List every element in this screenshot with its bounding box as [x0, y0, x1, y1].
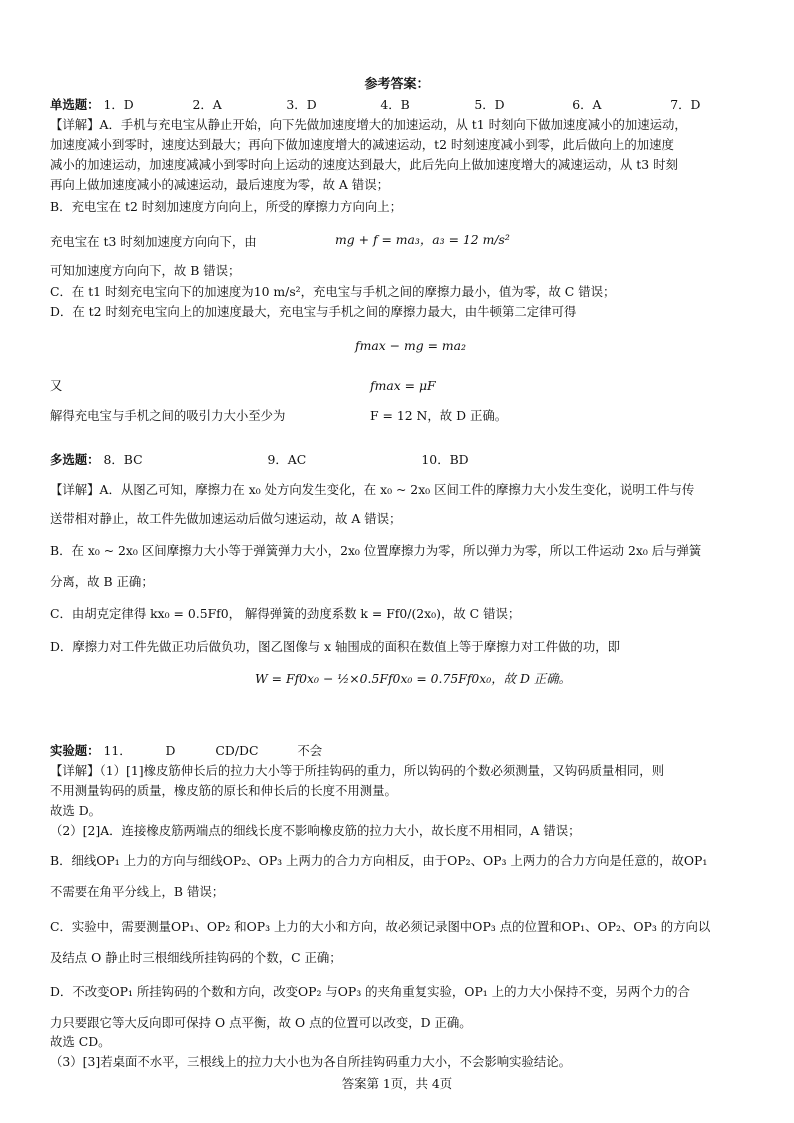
- t3-formula: mg + f = ma₃，a₃ = 12 m/s²: [335, 232, 510, 247]
- multi-label: 多选题：: [50, 452, 100, 467]
- answer-item: D: [165, 743, 176, 758]
- fmax-equation: fmax = μF: [370, 378, 436, 393]
- answer-item: 1．D: [103, 97, 134, 112]
- exp-answer-row: [50, 742, 322, 759]
- solve-result: F = 12 N，故 D 正确。: [370, 408, 508, 423]
- solve-lead: 解得充电宝与手机之间的吸引力大小至少为: [50, 408, 286, 423]
- answer-item: 不会: [297, 743, 323, 758]
- exp-line: D．不改变OP₁ 所挂钩码的个数和方向，改变OP₂ 与OP₃ 的夹角重复实验，OP₁ 上的力大小保持不变，另两个力的合: [50, 984, 690, 999]
- single-answer-row: [50, 96, 700, 113]
- detail-line: 【详解】A．手机与充电宝从静止开始，向下先做加速度增大的加速运动，从 t1 时刻向下做加速度减小的加速运动，: [50, 117, 687, 132]
- exp-line: （3）[3]若桌面不水平，三根线上的拉力大小也为各自所挂钩码重力大小，不会影响实验结论。: [50, 1054, 572, 1069]
- answer-item: 6．A: [572, 97, 602, 112]
- answer-item: 5．D: [474, 97, 505, 112]
- t3-lead: 充电宝在 t3 时刻加速度方向向下，由: [50, 234, 257, 249]
- answer-item: 3．D: [286, 97, 317, 112]
- exp-label: 实验题：: [50, 743, 100, 758]
- answer-item: 10．BD: [421, 452, 469, 467]
- multi-line: C．由胡克定律得 kx₀ = 0.5Ff0， 解得弹簧的劲度系数 k = Ff0/(2x₀)，故 C 错误；: [50, 606, 521, 621]
- exp-line: 及结点 O 静止时三根细线所挂钩码的个数，C 正确；: [50, 950, 342, 965]
- exp-line: 故选 CD。: [50, 1034, 111, 1049]
- exp-number: 11．: [103, 743, 132, 758]
- exp-line: B．细线OP₁ 上力的方向与细线OP₂、OP₃ 上两力的合力方向相反，由于OP₂、OP₃ 上两力的合力方向是任意的，故OP₁: [50, 853, 708, 868]
- single-label: 单选题：: [50, 97, 100, 112]
- exp-line: （2）[2]A．连接橡皮筋两端点的细线长度不影响橡皮筋的拉力大小，故长度不用相同，A 错误；: [50, 823, 581, 838]
- detail-line: B．充电宝在 t2 时刻加速度方向向上，所受的摩擦力方向向上；: [50, 199, 403, 214]
- exp-line: C．实验中，需要测量OP₁、OP₂ 和OP₃ 上力的大小和方向，故必须记录图中OP₃ 点的位置和OP₁、OP₂、OP₃ 的方向以: [50, 919, 711, 934]
- exp-line: 【详解】（1）[1]橡皮筋伸长后的拉力大小等于所挂钩码的重力，所以钩码的个数必须测量，又钩码质量相同，则: [50, 763, 664, 778]
- page-footer: 答案第 1页，共 4页: [341, 1076, 453, 1091]
- exp-line: 力只要跟它等大反向即可保持 O 点平衡，故 O 点的位置可以改变，D 正确。: [50, 1015, 472, 1030]
- exp-line: 不用测量钩码的质量，橡皮筋的原长和伸长后的长度不用测量。: [50, 783, 397, 798]
- multi-line: 分离，故 B 正确；: [50, 574, 154, 589]
- exp-line: 故选 D。: [50, 803, 102, 818]
- answer-item: 2．A: [192, 97, 222, 112]
- detail-line: 再向上做加速度减小的减速运动，最后速度为零，故 A 错误；: [50, 177, 389, 192]
- answer-item: 7．D: [670, 97, 701, 112]
- answer-item: 9．AC: [267, 452, 307, 467]
- multi-line: D．摩擦力对工件先做正功后做负功，图乙图像与 x 轴围成的面积在数值上等于摩擦力对工件做的功，即: [50, 639, 620, 654]
- work-equation: W = Ff0x₀ − ½×0.5Ff0x₀ = 0.75Ff0x₀，故 D 正确。: [255, 671, 572, 686]
- detail-line: 减小的加速运动，加速度减减小到零时向上运动的速度达到最大，此后先向上做加速度增大的减速运动，从 t3 时刻: [50, 157, 678, 172]
- exp-line: 不需要在角平分线上，B 错误；: [50, 884, 225, 899]
- multi-answer-row: [50, 451, 469, 468]
- b-conclusion: 可知加速度方向向下，故 B 错误；: [50, 263, 241, 278]
- answer-item: CD/DC: [215, 743, 259, 758]
- page-title: 参考答案：: [364, 77, 430, 92]
- multi-line: B．在 x₀ ~ 2x₀ 区间摩擦力大小等于弹簧弹力大小，2x₀ 位置摩擦力为零，所以弹力为零，所以工件运动 2x₀ 后与弹簧: [50, 543, 702, 558]
- c-line: C．在 t1 时刻充电宝向下的加速度为10 m/s²，充电宝与手机之间的摩擦力最小，值为零，故 C 错误；: [50, 284, 616, 299]
- answer-item: 8．BC: [103, 452, 143, 467]
- you-word: 又: [50, 378, 63, 393]
- detail-line: 加速度减小到零时，速度达到最大；再向下做加速度增大的减速运动，t2 时刻速度减小到零，此后做向上的加速度: [50, 137, 674, 152]
- d-line: D．在 t2 时刻充电宝向上的加速度最大，充电宝与手机之间的摩擦力最大，由牛顿第二定律可得: [50, 304, 577, 319]
- newton-equation: fmax − mg = ma₂: [355, 338, 467, 353]
- multi-line: 送带相对静止，故工件先做加速运动后做匀速运动，故 A 错误；: [50, 511, 402, 526]
- multi-line: 【详解】A．从图乙可知，摩擦力在 x₀ 处方向发生变化，在 x₀ ~ 2x₀ 区间工件的摩擦力大小发生变化，说明工件与传: [50, 482, 695, 497]
- answer-item: 4．B: [380, 97, 410, 112]
